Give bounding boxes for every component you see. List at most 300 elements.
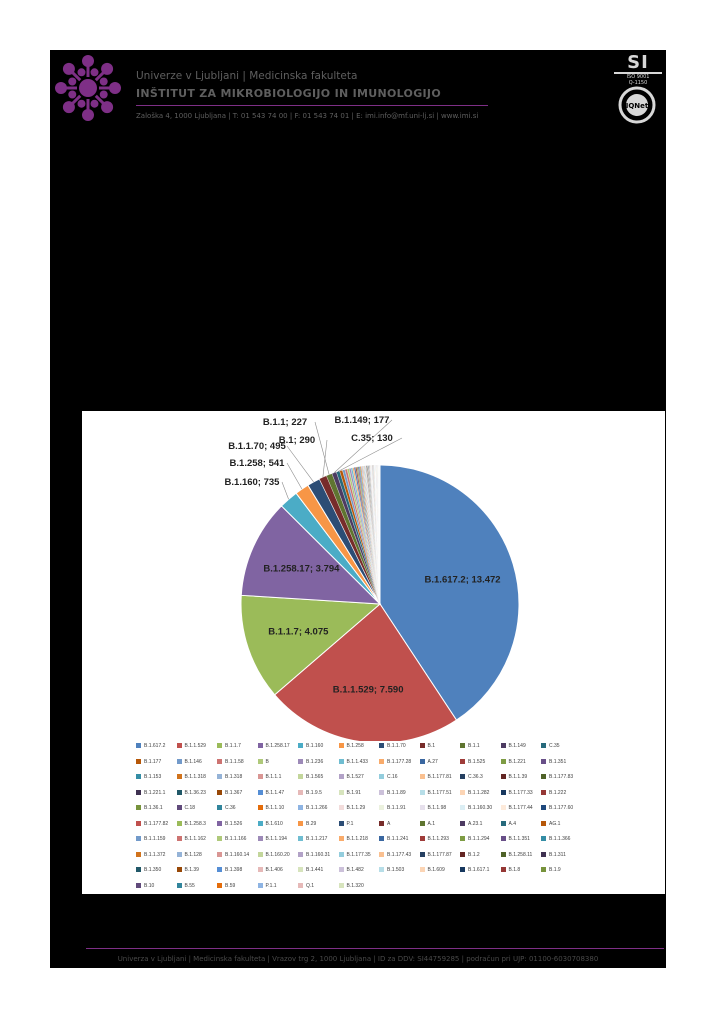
legend-item-B-1-177-43: [379, 852, 411, 859]
legend-item-B-1-160-30: [460, 805, 492, 812]
legend-item-B-1-350: [136, 867, 161, 874]
legend-item-B-1-128: [177, 852, 202, 859]
legend-label: C.16: [387, 774, 398, 780]
legend-label: A: [387, 820, 391, 827]
legend-label: B.1.146: [184, 758, 202, 765]
legend-swatch: [501, 821, 506, 826]
legend-swatch: [339, 743, 344, 748]
legend-label: B.1.177: [144, 758, 162, 765]
legend-item-B-1-1-366: [541, 836, 570, 843]
si-mark: SI: [614, 54, 662, 74]
legend-item-B-1-1-58: [217, 759, 244, 766]
legend-swatch: [339, 790, 344, 795]
legend-swatch: [541, 852, 546, 857]
legend-label: B.1.1.10: [265, 805, 285, 811]
legend-swatch: [217, 852, 222, 857]
legend-item-B-1-177-60: [541, 805, 573, 812]
legend-swatch: [177, 805, 182, 810]
legend-item-B-1-91: [339, 790, 361, 797]
legend-label: B.1.1.218: [346, 836, 368, 842]
legend-swatch: [217, 867, 222, 872]
legend-label: B.1.367: [225, 789, 243, 796]
legend-label: B.1.177.44: [508, 805, 533, 811]
legend-label: B.1.1.294: [468, 836, 490, 842]
legend-swatch: [460, 790, 465, 795]
legend-item-A-23-1: [460, 821, 482, 828]
legend-swatch: [298, 883, 303, 888]
legend-label: B.1.1.47: [265, 789, 285, 796]
legend-swatch: [136, 836, 141, 841]
leader-line: [282, 482, 289, 499]
legend-swatch: [501, 774, 506, 779]
legend-item-P-1-1: [258, 883, 277, 890]
legend-item-AG-1: [541, 821, 560, 828]
legend-label: B.1.311: [549, 851, 566, 858]
legend-label: B.1.177.35: [346, 851, 371, 858]
legend-item-B-29: [298, 821, 316, 828]
legend-item-B-1-1: [460, 743, 480, 750]
legend-swatch: [460, 743, 465, 748]
legend-item-B-1-258-17: [258, 743, 290, 750]
legend-swatch: [460, 821, 465, 826]
legend-label: B.1.128: [184, 851, 202, 858]
legend-item-C-36: [217, 805, 236, 812]
legend-item-B-1-1-166: [217, 836, 246, 843]
legend-label: B.1.351: [549, 758, 567, 765]
slice-label-C-35: C.35; 130: [351, 433, 393, 444]
university-name: Univerze v Ljubljani | Medicinska fakulteta: [136, 70, 358, 82]
legend-swatch: [379, 852, 384, 857]
legend-swatch: [177, 821, 182, 826]
legend-swatch: [136, 852, 141, 857]
legend-swatch: [460, 867, 465, 872]
legend-label: B.1.1.194: [265, 836, 287, 842]
legend-item-B-1-36-1: [136, 805, 163, 812]
legend-label: B.1.160.30: [468, 805, 493, 811]
legend-swatch: [379, 790, 384, 795]
legend-item-B-1-236: [298, 759, 323, 766]
legend-item-B-1-160-31: [298, 852, 330, 859]
legend-label: Q.1: [306, 882, 315, 889]
legend-item-B-1-221: [501, 759, 526, 766]
legend-item-B-1-177-82: [136, 821, 168, 828]
legend-swatch: [217, 774, 222, 779]
legend-swatch: [258, 883, 263, 888]
document-page: [50, 50, 666, 968]
legend-swatch: [541, 743, 546, 748]
legend-swatch: [177, 759, 182, 764]
pie-chart: [82, 411, 665, 741]
legend-item-B-1-1-266: [298, 805, 327, 812]
legend-swatch: [541, 759, 546, 764]
legend-swatch: [217, 805, 222, 810]
legend-label: B.1.527: [346, 774, 364, 780]
legend-swatch: [217, 883, 222, 888]
legend-label: B.1.36.1: [144, 805, 163, 811]
legend-swatch: [501, 836, 506, 841]
legend-item-B-1-1-282: [460, 790, 489, 797]
legend-label: B.1.177.28: [387, 758, 412, 765]
legend-label: B.1.160.20: [265, 851, 290, 858]
legend-item-B-1-177: [136, 759, 161, 766]
legend-item-A-4: [501, 821, 517, 828]
legend-label: B.1.318: [225, 774, 243, 780]
legend-label: B.1.177.83: [549, 774, 574, 780]
legend-item-B-1-1-433: [339, 759, 368, 766]
legend-swatch: [217, 836, 222, 841]
legend-item-B-1-1-10: [258, 805, 285, 812]
legend-item-B-1-177-83: [541, 774, 573, 781]
legend-label: B.1.8: [508, 867, 521, 873]
legend-item-B-1-149: [501, 743, 526, 750]
legend-label: B.1.1.529: [184, 743, 206, 749]
slice-label-B-1-1-7: B.1.1.7; 4.075: [268, 626, 329, 638]
legend-label: B.1.441: [306, 867, 324, 873]
legend-swatch: [217, 790, 222, 795]
legend-swatch: [258, 852, 263, 857]
legend-label: B.1.350: [144, 867, 162, 873]
legend-item-B-1-1-7: [217, 743, 241, 750]
slice-label-B-1-160: B.1.160; 735: [224, 477, 280, 488]
legend-swatch: [298, 821, 303, 826]
legend-swatch: [136, 805, 141, 810]
legend-swatch: [339, 867, 344, 872]
legend-item-B-1-1-70: [379, 743, 406, 750]
legend-swatch: [177, 852, 182, 857]
legend-label: B.1.1: [468, 743, 480, 749]
legend-item-Q-1: [298, 883, 314, 890]
legend-label: B.1.177.81: [427, 774, 452, 780]
legend-item-C-16: [379, 774, 398, 781]
legend-swatch: [379, 759, 384, 764]
legend-item-B-1-610: [258, 821, 283, 828]
legend-swatch: [177, 790, 182, 795]
legend-item-B-1-153: [136, 774, 161, 781]
legend-item-B-1-177-87: [420, 852, 452, 859]
university-logo-icon: [52, 52, 124, 124]
legend-swatch: [339, 759, 344, 764]
logo-node: [91, 68, 99, 76]
legend-label: B.1.1.70: [387, 743, 406, 749]
institute-address: Zaloška 4, 1000 Ljubljana | T: 01 543 74 00 | F: 01 543 74 01 | E: imi.info@mf.uni-lj.si | www.imi.si: [136, 112, 479, 120]
iso-standard-label: ISO 9001: [626, 74, 650, 80]
legend-swatch: [136, 759, 141, 764]
legend-label: B.1.1.217: [306, 836, 328, 842]
logo-node: [82, 109, 94, 121]
legend-item-B-1-8: [501, 867, 521, 874]
legend-item-B-1-36-23: [177, 790, 206, 797]
slice-label-B-1-149: B.1.149; 177: [334, 415, 390, 426]
legend-label: B.1.1.58: [225, 758, 244, 765]
legend-swatch: [298, 759, 303, 764]
legend-label: B.1.1.159: [144, 836, 166, 842]
legend-item-B-10: [136, 883, 154, 890]
legend-item-B-1-160-20: [258, 852, 290, 859]
legend-item-B-1-441: [298, 867, 323, 874]
legend-label: B.1.177.51: [427, 789, 452, 796]
legend-swatch: [379, 774, 384, 779]
legend-item-B-1-398: [217, 867, 242, 874]
legend-swatch: [379, 867, 384, 872]
legend-item-A-1: [420, 821, 436, 828]
legend-swatch: [460, 805, 465, 810]
legend-item-B-1-482: [339, 867, 364, 874]
legend-item-B-1-1-47: [258, 790, 285, 797]
legend-swatch: [136, 821, 141, 826]
iso-certificate-number: Q-1150: [628, 80, 648, 86]
legend-item-B-1-177-28: [379, 759, 411, 766]
legend-swatch: [460, 759, 465, 764]
legend-label: B.55: [184, 882, 195, 889]
legend-item-C-36-3: [460, 774, 483, 781]
legend-label: B.1.160.14: [225, 851, 250, 858]
legend-label: B.1.91: [346, 789, 361, 796]
legend-item-B-1-1-217: [298, 836, 327, 843]
legend-item-B-1: [420, 743, 436, 750]
logo-node: [101, 101, 113, 113]
legend-label: AG.1: [549, 820, 561, 827]
legend-label: B.1.1.318: [184, 774, 206, 780]
legend-label: C.35: [549, 743, 560, 749]
legend-label: B.1.1.89: [387, 789, 406, 796]
logo-node: [68, 77, 76, 85]
legend-swatch: [258, 836, 263, 841]
legend-item-B-1-9-5: [298, 790, 322, 797]
legend-label: B.1.153: [144, 774, 162, 780]
legend-label: P.1.1: [265, 882, 277, 889]
legend-item-B-1-367: [217, 790, 242, 797]
legend-item-B-1-177-81: [420, 774, 452, 781]
legend-swatch: [177, 883, 182, 888]
legend-label: B.1.258.17: [265, 743, 290, 749]
legend-item-B-1-320: [339, 883, 364, 890]
legend-swatch: [541, 821, 546, 826]
legend-swatch: [217, 821, 222, 826]
legend-label: C.18: [184, 805, 196, 811]
legend-swatch: [258, 805, 263, 810]
legend-item-B-1-2: [460, 852, 480, 859]
legend-label: B.1.406: [265, 867, 283, 873]
legend-label: B.1.565: [306, 774, 324, 780]
legend-item-B-1-525: [460, 759, 485, 766]
legend-swatch: [420, 774, 425, 779]
legend-item-B-1-160: [298, 743, 323, 750]
legend-label: B.1.177.82: [144, 820, 169, 827]
legend-item-B-1-503: [379, 867, 404, 874]
legend-swatch: [136, 790, 141, 795]
legend-item-B-1-1-1: [258, 774, 282, 781]
legend-label: B.1.1.29: [346, 805, 366, 811]
legend-item-B-1-258: [339, 743, 364, 750]
legend-item-B-1-222: [541, 790, 566, 797]
legend-item-B-1-221-1: [136, 790, 165, 797]
legend-swatch: [258, 774, 263, 779]
legend-label: B.1.526: [225, 820, 243, 827]
header-divider: [136, 105, 488, 106]
logo-node: [63, 63, 75, 75]
legend-item-B-1-565: [298, 774, 323, 781]
legend-swatch: [379, 743, 384, 748]
legend-label: B.1.160.31: [306, 851, 331, 858]
legend-swatch: [339, 836, 344, 841]
legend-swatch: [420, 852, 425, 857]
legend-label: B.1.258.11: [508, 851, 533, 858]
slice-label-B-1-1-70: B.1.1.70; 495: [228, 441, 286, 452]
legend-label: A.1: [427, 820, 436, 827]
legend-label: C.36.3: [468, 774, 483, 780]
logo-core: [79, 79, 97, 97]
logo-node: [101, 63, 113, 75]
legend-swatch: [298, 805, 303, 810]
legend-label: B.1.398: [225, 867, 243, 873]
legend-swatch: [541, 774, 546, 779]
legend-swatch: [258, 759, 263, 764]
legend-label: B.1.1.372: [144, 851, 166, 858]
legend-label: B.1.1.433: [346, 758, 368, 765]
legend-label: B.1.1.7: [225, 743, 241, 749]
legend-item-B-1-258-3: [177, 821, 206, 828]
leader-line: [315, 422, 329, 475]
legend-label: B.1.1.91: [387, 805, 406, 811]
legend-item-B-1-617-1: [460, 867, 489, 874]
legend-swatch: [501, 759, 506, 764]
legend-swatch: [541, 836, 546, 841]
legend-label: B.1.1.1: [265, 774, 282, 780]
legend-swatch: [420, 836, 425, 841]
legend-label: B.1.1.293: [427, 836, 449, 842]
legend-label: B.1.525: [468, 758, 486, 765]
slice-label-B-1-258: B.1.258; 541: [229, 458, 285, 469]
legend-item-B-59: [217, 883, 235, 890]
legend-swatch: [460, 836, 465, 841]
legend-item-B-1-177-51: [420, 790, 452, 797]
legend-swatch: [501, 867, 506, 872]
legend-item-B-1-177-44: [501, 805, 533, 812]
legend-swatch: [379, 821, 384, 826]
legend-label: B.1.1.282: [468, 789, 490, 796]
iqnet-label: IQNet: [625, 102, 649, 110]
legend-label: B.1.617.1: [468, 867, 490, 873]
legend-swatch: [339, 883, 344, 888]
logo-node: [68, 91, 76, 99]
slice-label-B-1-1-529: B.1.1.529; 7.590: [332, 684, 404, 696]
legend-item-B-1-617-2: [136, 743, 165, 750]
legend-label: B: [265, 758, 269, 765]
legend-item-B-1-1-294: [460, 836, 489, 843]
legend-swatch: [420, 805, 425, 810]
footer-text: Univerza v Ljubljani | Medicinska fakulteta | Vrazov trg 2, 1000 Ljubljana | ID za DDV: SI44759285 | podračun pri UJP: 01100-6030708380: [117, 955, 599, 963]
legend-swatch: [541, 790, 546, 795]
legend-swatch: [339, 852, 344, 857]
legend-item-B-1-39: [177, 867, 199, 874]
legend-swatch: [460, 774, 465, 779]
legend-swatch: [258, 743, 263, 748]
logo-node: [91, 100, 99, 108]
legend-label: B.1.1.366: [549, 836, 571, 842]
legend-swatch: [136, 883, 141, 888]
legend-label: B.1.221: [508, 758, 526, 765]
legend-item-B-1-1-194: [258, 836, 287, 843]
legend-swatch: [420, 790, 425, 795]
leader-line: [287, 446, 314, 482]
legend-label: B.1.503: [387, 867, 405, 873]
legend-swatch: [541, 867, 546, 872]
legend-item-B-1-177-33: [501, 790, 533, 797]
legend-swatch: [420, 759, 425, 764]
legend-swatch: [501, 852, 506, 857]
legend-swatch: [541, 805, 546, 810]
legend-item-P-1: [339, 821, 354, 828]
legend-swatch: [258, 790, 263, 795]
legend-swatch: [217, 759, 222, 764]
legend-item-B-1-526: [217, 821, 242, 828]
legend-swatch: [298, 852, 303, 857]
leader-line: [287, 463, 302, 489]
legend-item-B: [258, 759, 269, 766]
legend-item-B-1-1-29: [339, 805, 366, 812]
legend-swatch: [501, 805, 506, 810]
legend-label: B.1.2: [468, 851, 480, 858]
legend-item-C-35: [541, 743, 560, 750]
legend-label: B.1.320: [346, 882, 364, 889]
legend-swatch: [258, 867, 263, 872]
legend-item-B-1-1-293: [420, 836, 449, 843]
legend-item-B-1-258-11: [501, 852, 533, 859]
legend-item-B-1-609: [420, 867, 445, 874]
legend-swatch: [339, 805, 344, 810]
legend-label: P.1: [346, 820, 354, 827]
institute-name: INŠTITUT ZA MIKROBIOLOGIJO IN IMUNOLOGIJO: [136, 87, 441, 100]
legend-swatch: [177, 836, 182, 841]
legend-item-B-1-9: [541, 867, 561, 874]
slice-label-B-1-1: B.1.1; 227: [262, 417, 308, 428]
legend-swatch: [136, 867, 141, 872]
legend-item-B-1-1-162: [177, 836, 206, 843]
legend-swatch: [298, 743, 303, 748]
legend-swatch: [339, 774, 344, 779]
legend-swatch: [298, 790, 303, 795]
legend-swatch: [379, 805, 384, 810]
legend-swatch: [177, 774, 182, 779]
legend-swatch: [460, 852, 465, 857]
legend-label: A.4: [508, 820, 517, 827]
legend-label: B.1.1.162: [184, 836, 206, 842]
legend-label: B.1.177.60: [549, 805, 574, 811]
legend-label: B.1: [427, 743, 436, 749]
legend-label: B.1.1.166: [225, 836, 247, 842]
legend-label: B.1.221.1: [144, 789, 166, 796]
slice-label-B-1: B.1; 290: [278, 435, 316, 446]
legend-swatch: [177, 867, 182, 872]
legend-label: B.1.177.33: [508, 789, 533, 796]
legend-label: B.1.1.351: [508, 836, 530, 842]
legend-label: B.1.258.3: [184, 820, 206, 827]
legend-label: B.1.9: [549, 867, 561, 873]
legend-item-B-1-311: [541, 852, 566, 859]
legend-label: B.1.9.5: [306, 789, 322, 796]
legend-item-C-18: [177, 805, 196, 812]
logo-node: [77, 68, 85, 76]
legend-item-B-1-351: [541, 759, 566, 766]
si-certification-badge: [614, 54, 662, 86]
legend-label: B.1.177.87: [427, 851, 452, 858]
legend-label: B.1.236: [306, 758, 324, 765]
legend-label: B.1.1.98: [427, 805, 447, 811]
legend-label: C.36: [225, 805, 236, 811]
legend-item-B-1-1-89: [379, 790, 406, 797]
legend-item-B-1-527: [339, 774, 364, 781]
logo-node: [77, 100, 85, 108]
